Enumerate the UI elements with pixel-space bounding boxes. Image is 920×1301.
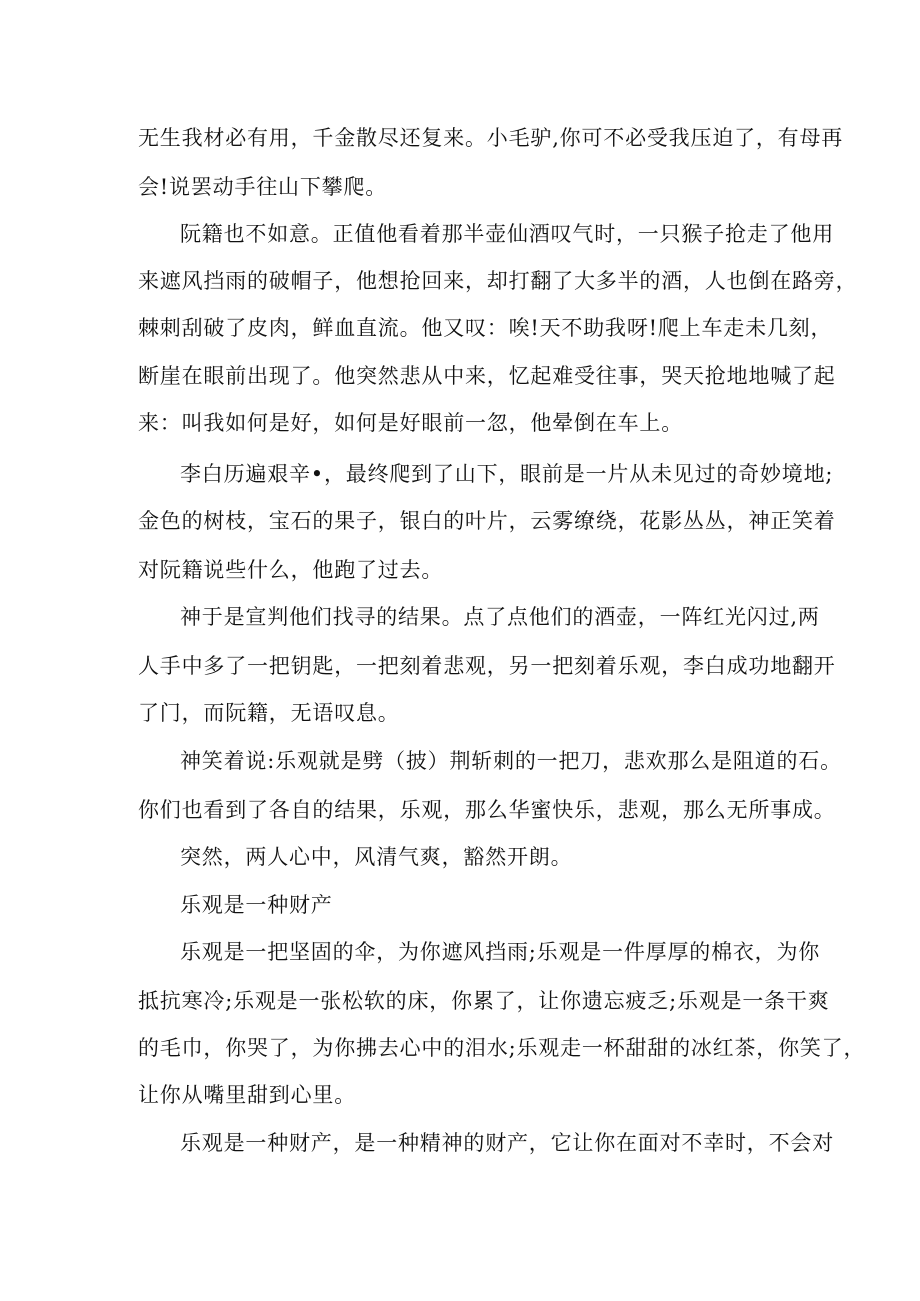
section-heading: 乐观是一种财产 bbox=[180, 893, 333, 917]
text-line: 让你从嘴里甜到心里。 bbox=[138, 1083, 356, 1107]
text-line: 来：叫我如何是好，如何是好眼前一忽，他晕倒在车上。 bbox=[138, 411, 683, 435]
paragraph-start-line: 乐观是一种财产，是一种精神的财产，它让你在面对不幸时，不会对 bbox=[180, 1131, 834, 1155]
paragraph-start-line: 神于是宣判他们找寻的结果。点了点他们的酒壶，一阵红光闪过,两 bbox=[180, 605, 820, 629]
paragraph-start-line: 李白历遍艰辛•，最终爬到了山下，眼前是一片从未见过的奇妙境地; bbox=[180, 462, 834, 486]
text-line: 来遮风挡雨的破帽子，他想抢回来，却打翻了大多半的酒，人也倒在路旁， bbox=[138, 269, 858, 293]
text-line: 你们也看到了各自的结果，乐观，那么华蜜快乐，悲观，那么无所事成。 bbox=[138, 798, 836, 822]
paragraph-start-line: 神笑着说:乐观就是劈（披）荆斩刺的一把刀，悲欢那么是阻道的石。 bbox=[180, 749, 842, 773]
text-line: 会!说罢动手往山下攀爬。 bbox=[138, 175, 388, 199]
text-line: 断崖在眼前出现了。他突然悲从中来，忆起难受往事，哭天抢地地喊了起 bbox=[138, 364, 836, 388]
text-line: 的毛巾，你哭了，为你拂去心中的泪水;乐观走一杯甜甜的冰红茶，你笑了， bbox=[138, 1036, 866, 1060]
text-line: 棘刺刮破了皮肉，鲜血直流。他又叹：唉!天不助我呀!爬上车走未几刻， bbox=[138, 316, 833, 340]
paragraph-start-line: 突然，两人心中，风清气爽，豁然开朗。 bbox=[180, 845, 573, 869]
text-line: 对阮籍说些什么，他跑了过去。 bbox=[138, 558, 444, 582]
paragraph-start-line: 阮籍也不如意。正值他看着那半壶仙酒叹气时，一只猴子抢走了他用 bbox=[180, 222, 834, 246]
paragraph-start-line: 乐观是一把坚固的伞，为你遮风挡雨;乐观是一件厚厚的棉衣，为你 bbox=[180, 940, 821, 964]
text-line: 金色的树枝，宝石的果子，银白的叶片，云雾缭绕，花影丛丛，神正笑着 bbox=[138, 509, 836, 533]
text-line: 抵抗寒冷;乐观是一张松软的床，你累了，让你遗忘疲乏;乐观是一条干爽 bbox=[138, 989, 830, 1013]
text-line: 人手中多了一把钥匙，一把刻着悲观，另一把刻着乐观，李白成功地翻开 bbox=[138, 654, 836, 678]
text-line: 无生我材必有用，千金散尽还复来。小毛驴,你可不必受我压迫了，有母再 bbox=[138, 126, 844, 150]
text-line: 了门，而阮籍，无语叹息。 bbox=[138, 701, 400, 725]
